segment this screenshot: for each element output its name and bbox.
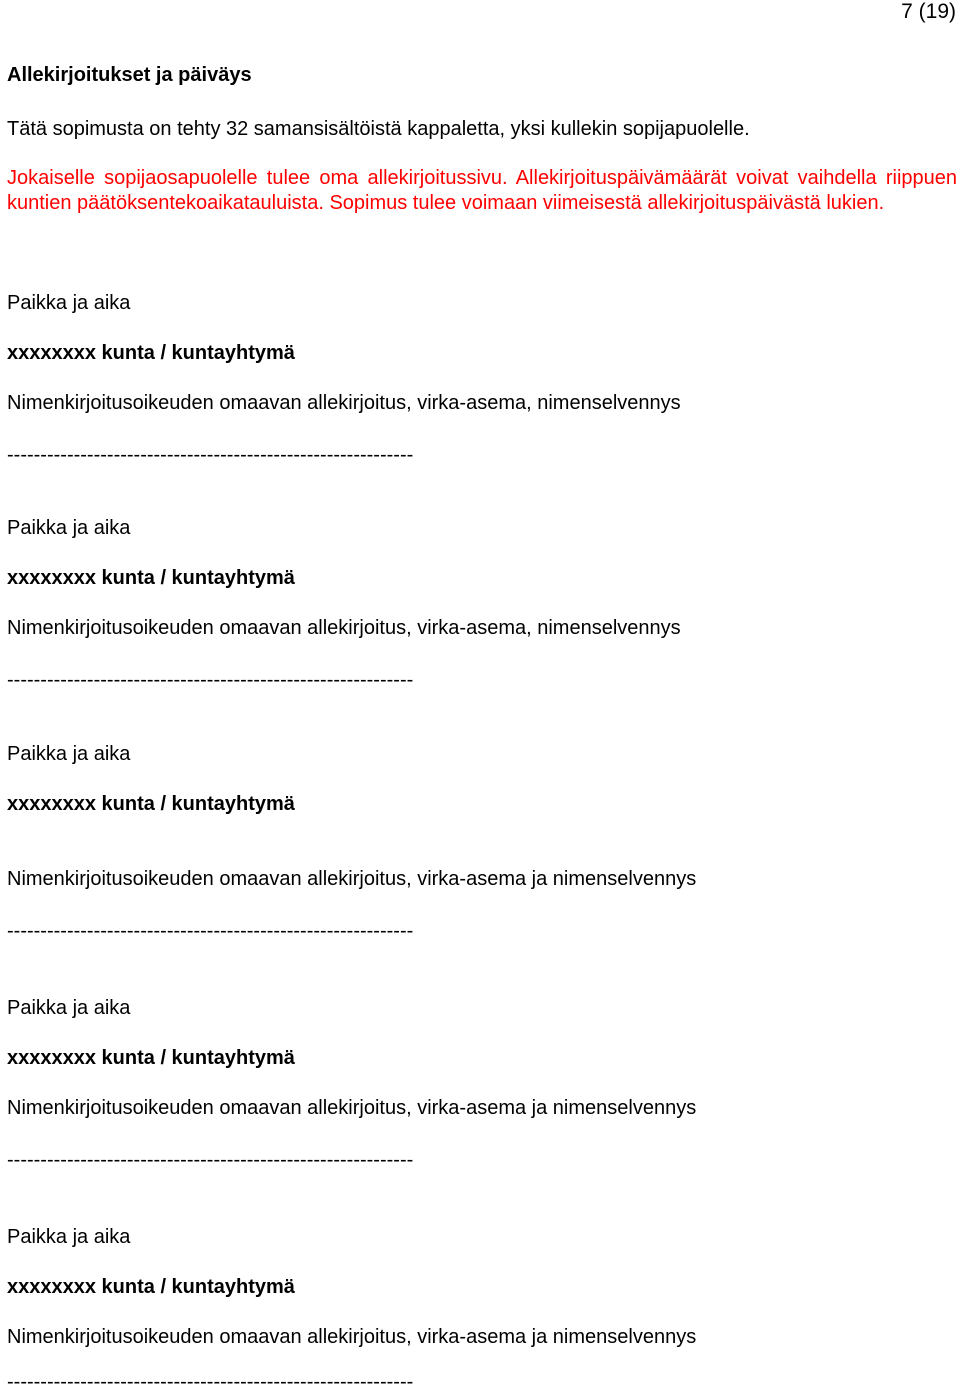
signature-line: ------------------------------------------------------------- [7, 1149, 414, 1171]
intro-text: Tätä sopimusta on tehty 32 samansisältöistä kappaletta, yksi kullekin sopijapuolelle. [7, 118, 750, 140]
signature-line: ------------------------------------------------------------- [7, 1371, 414, 1393]
page-number: 7 (19) [901, 0, 956, 23]
place-and-time-label: Paikka ja aika [7, 997, 131, 1019]
place-and-time-label: Paikka ja aika [7, 517, 131, 539]
section-heading: Allekirjoitukset ja päiväys [7, 64, 252, 86]
municipality-label: xxxxxxxx kunta / kuntayhtymä [7, 342, 295, 364]
place-and-time-label: Paikka ja aika [7, 1226, 131, 1248]
place-and-time-label: Paikka ja aika [7, 292, 131, 314]
municipality-label: xxxxxxxx kunta / kuntayhtymä [7, 1276, 295, 1298]
signature-line: ------------------------------------------------------------- [7, 669, 414, 691]
signature-description: Nimenkirjoitusoikeuden omaavan allekirjoitus, virka-asema ja nimenselvennys [7, 1097, 697, 1119]
signature-description: Nimenkirjoitusoikeuden omaavan allekirjoitus, virka-asema, nimenselvennys [7, 617, 681, 639]
signature-description: Nimenkirjoitusoikeuden omaavan allekirjoitus, virka-asema, nimenselvennys [7, 392, 681, 414]
municipality-label: xxxxxxxx kunta / kuntayhtymä [7, 793, 295, 815]
signature-description: Nimenkirjoitusoikeuden omaavan allekirjoitus, virka-asema ja nimenselvennys [7, 868, 697, 890]
signature-description: Nimenkirjoitusoikeuden omaavan allekirjoitus, virka-asema ja nimenselvennys [7, 1326, 697, 1348]
signature-line: ------------------------------------------------------------- [7, 444, 414, 466]
signing-notice: Jokaiselle sopijaosapuolelle tulee oma allekirjoitussivu. Allekirjoituspäivämäärät voivat vaihdella riippuen kuntien päätöksentekoaikatauluista. Sopimus tulee voimaan viimeisestä allekirjoituspäivästä lukien. [7, 167, 957, 214]
signature-line: ------------------------------------------------------------- [7, 920, 414, 942]
municipality-label: xxxxxxxx kunta / kuntayhtymä [7, 1047, 295, 1069]
municipality-label: xxxxxxxx kunta / kuntayhtymä [7, 567, 295, 589]
place-and-time-label: Paikka ja aika [7, 743, 131, 765]
